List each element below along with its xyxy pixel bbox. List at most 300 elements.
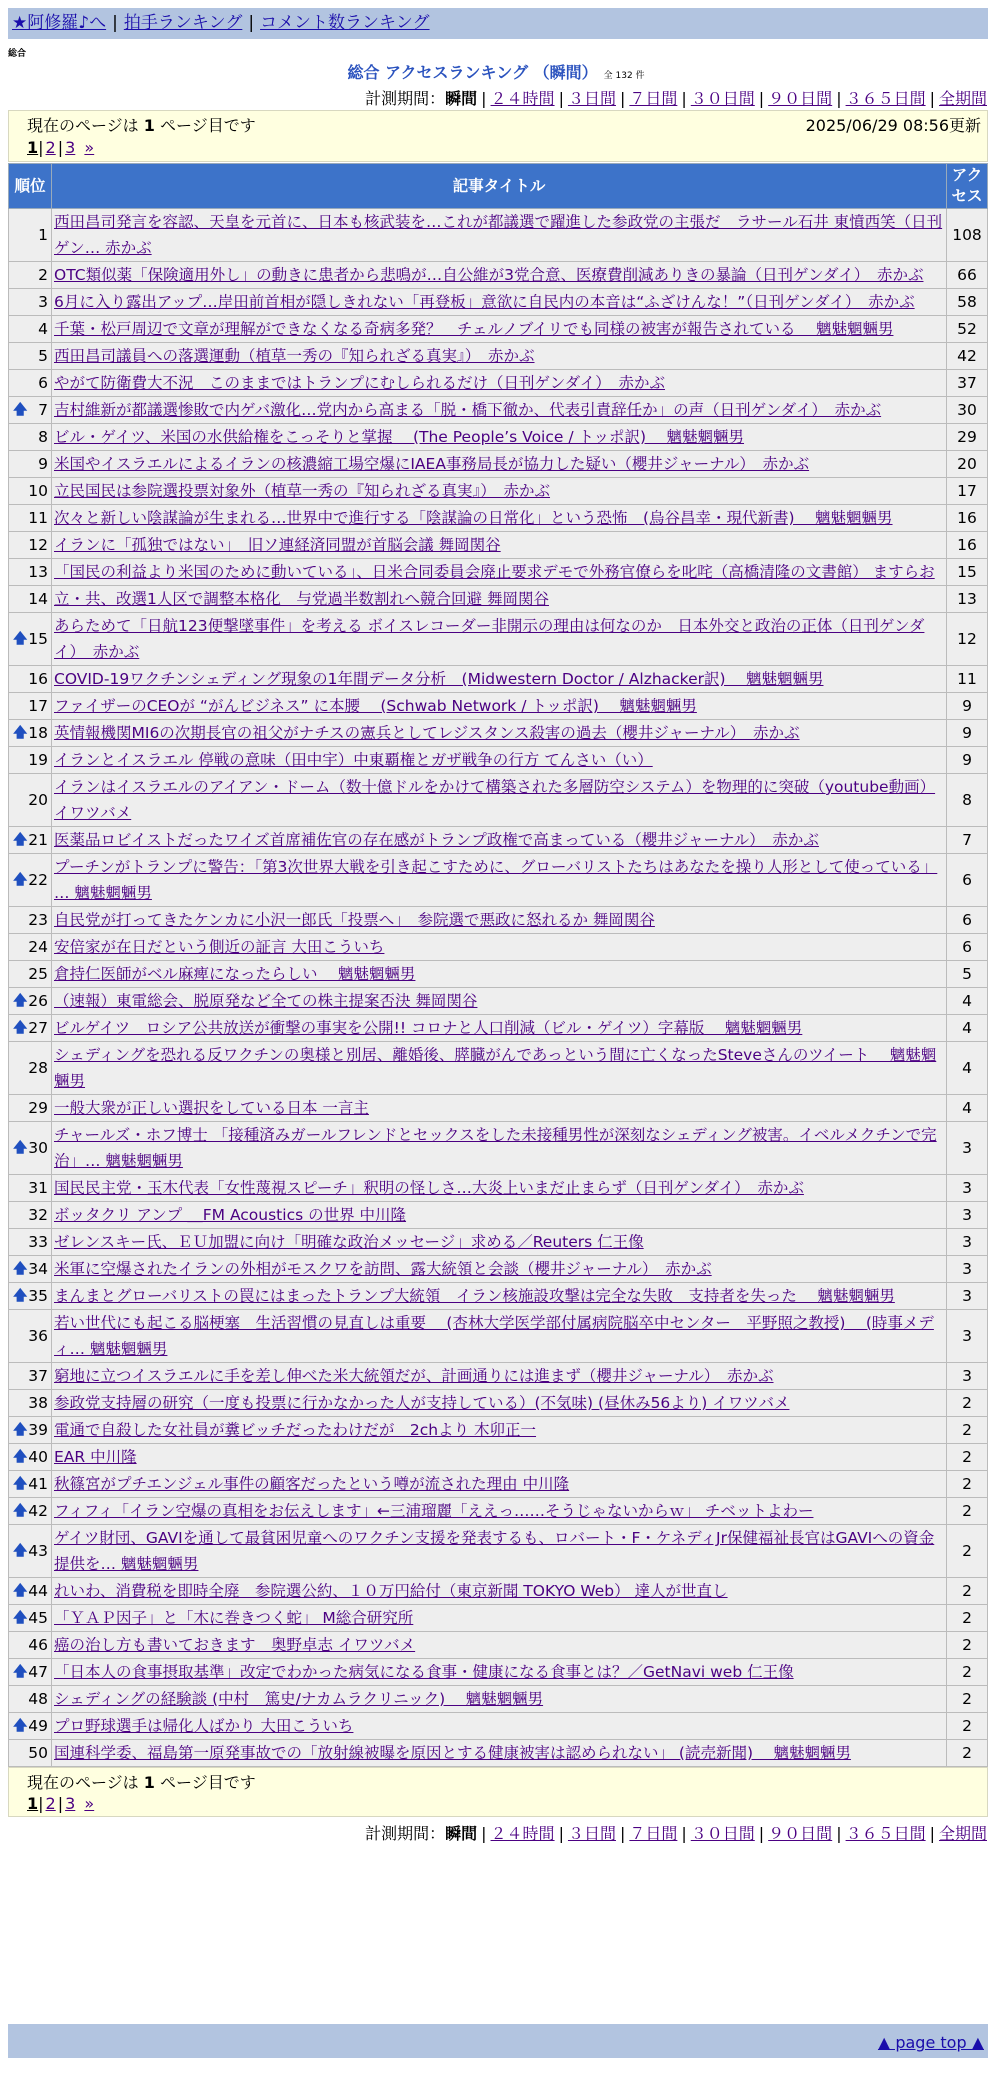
rank-cell [9,988,52,1015]
article-link[interactable]: 電通で自殺した女社員が糞ビッチだったわけだが 2chより 木卯正一 [54,1421,537,1439]
rank-number: 25 [28,965,48,983]
table-row [9,1229,988,1256]
article-link[interactable]: ビル・ゲイツ、米国の水供給権をこっそりと掌握 (The People’s Voice / トッポ訳) 魑魅魍魎男 [54,428,745,446]
rank-number: 34 [28,1260,48,1278]
rank-number: 40 [28,1448,48,1466]
access-count: 3 [947,1310,988,1363]
article-link[interactable]: フィフィ「イラン空爆の真相をお伝えします」←三浦瑠麗「ええっ……そうじゃないからｗ」 チベットよわー [54,1502,814,1520]
title-cell [52,1095,947,1122]
rank-cell [9,343,52,370]
period-link[interactable]: ３０日間 [690,1824,755,1843]
table-row [9,988,988,1015]
article-link[interactable]: シェディングを恐れる反ワクチンの奥様と別居、離婚後、膵臓がんであっという間に亡くなったSteveさんのツイート 魑魅魍魎男 [54,1046,937,1090]
access-count: 3 [947,1202,988,1229]
rank-number: 39 [28,1421,48,1439]
period-link[interactable]: 全期間 [938,1824,987,1843]
rank-up-arrow-icon: 🡅 [13,832,28,848]
period-separator: | [836,89,842,108]
table-row [9,289,988,316]
access-count: 4 [947,1042,988,1095]
home-link[interactable]: ★阿修羅♪へ [12,13,107,33]
rank-cell [9,666,52,693]
table-row [9,370,988,397]
page-link[interactable]: 3 [65,1794,76,1813]
article-link[interactable]: あらためて「日航123便撃墜事件」を考える ボイスレコーダー非開示の理由は何なのか 日本外交と政治の正体（日刊ゲンダイ） 赤かぶ [54,617,925,661]
article-link[interactable]: 若い世代にも起こる脳梗塞 生活習慣の見直しは重要 (杏林大学医学部付属病院脳卒中センター 平野照之教授) (時事メディ… 魑魅魍魎男 [54,1314,934,1358]
title-cell [52,1256,947,1283]
article-link[interactable]: 米軍に空爆されたイランの外相がモスクワを訪問、露大統領と会談（櫻井ジャーナル） 赤かぶ [54,1260,712,1278]
access-count: 8 [947,774,988,827]
rank-cell [9,1471,52,1498]
rank-cell [9,532,52,559]
rank-cell [9,1229,52,1256]
rank-number: 33 [28,1233,48,1251]
table-row [9,586,988,613]
article-link[interactable]: 秋篠宮がプチエンジェル事件の顧客だったという噂が流された理由 中川隆 [54,1475,570,1493]
title-cell [52,720,947,747]
article-link[interactable]: 安倍家が在日だという側近の証言 大田こういち [54,938,385,956]
title-cell [52,1229,947,1256]
article-link[interactable]: 「国民の利益より米国のために動いている」、日米合同委員会廃止要求デモで外務官僚らを叱咤（高橋清隆の文書館） ますらお [54,563,935,581]
article-link[interactable]: イランに「孤独ではない」 旧ソ連経済同盟が首脳会議 舞岡関谷 [54,536,501,554]
rank-up-arrow-icon: 🡅 [13,1664,28,1680]
rank-number: 9 [38,455,48,473]
period-separator: | [681,89,687,108]
rank-number: 3 [38,293,48,311]
title-cell [52,1310,947,1363]
nav-separator: | [112,13,118,33]
article-link[interactable]: 千葉・松戸周辺で文章が理解ができなくなる奇病多発？ チェルノブイリでも同様の被害が報告されている 魑魅魍魎男 [54,320,894,338]
table-row [9,827,988,854]
table-row [9,209,988,262]
article-link[interactable]: 立・共、改選1人区で調整本格化 与党過半数割れへ競合回避 舞岡関谷 [54,590,549,608]
rank-number: 38 [28,1394,48,1412]
clap-ranking-link[interactable]: 拍手ランキング [123,13,243,33]
article-link[interactable]: 「ＹＡＰ因子」と「木に巻きつく蛇」 M総合研究所 [54,1609,414,1627]
period-link[interactable]: ２４時間 [490,1824,555,1843]
article-link[interactable]: 自民党が打ってきたケンカに小沢一郎氏「投票へ」 参院選で悪政に怒れるか 舞岡関谷 [54,911,655,929]
table-row [9,505,988,532]
rank-number: 42 [28,1502,48,1520]
table-row [9,1015,988,1042]
table-row [9,1042,988,1095]
rank-number: 26 [28,992,48,1010]
table-row [9,451,988,478]
rank-up-arrow-icon: 🡅 [13,1288,28,1304]
article-link[interactable]: イランとイスラエル 停戦の意味（田中宇）中東覇権とガザ戦争の行方 てんさい（い） [54,751,653,769]
rank-cell [9,1417,52,1444]
access-count: 7 [947,827,988,854]
article-link[interactable]: COVID-19ワクチンシェディング現象の1年間データ分析 (Midwestern Doctor / Alzhacker訳) 魑魅魍魎男 [54,670,824,688]
article-link[interactable]: 国民民主党・玉木代表「女性蔑視スピーチ」釈明の怪しさ…大炎上いまだ止まらず（日刊ゲンダイ） 赤かぶ [54,1179,804,1197]
rank-cell [9,1363,52,1390]
title-cell [52,1740,947,1767]
access-count: 6 [947,907,988,934]
bottom-bar [8,2024,988,2058]
article-link[interactable]: 窮地に立つイスラエルに手を差し伸べた米大統領だが、計画通りには進まず（櫻井ジャーナル） 赤かぶ [54,1367,774,1385]
rank-cell [9,1713,52,1740]
article-link[interactable]: チャールズ・ホフ博士 「接種済みガールフレンドとセックスをした未接種男性が深刻なシェディング被害。イベルメクチンで完治」… 魑魅魍魎男 [54,1126,937,1170]
access-count: 2 [947,1659,988,1686]
period-separator: | [836,1824,842,1843]
nav-separator: | [248,13,255,33]
title-cell [52,774,947,827]
access-count: 6 [947,854,988,907]
rank-number: 1 [38,226,48,244]
period-link[interactable]: ７日間 [629,1824,678,1843]
table-row [9,1659,988,1686]
category-label: 総合 [8,49,27,59]
access-count: 37 [947,370,988,397]
rank-number: 50 [28,1744,48,1762]
access-count: 2 [947,1686,988,1713]
rank-number: 41 [28,1475,48,1493]
table-row [9,1740,988,1767]
period-separator: | [619,89,626,108]
rank-up-arrow-icon: 🡅 [13,1476,28,1492]
rank-cell [9,1390,52,1417]
table-row [9,1122,988,1175]
rank-cell [9,827,52,854]
period-link[interactable]: ３６５日間 [845,89,926,108]
article-link[interactable]: 「日本人の食事摂取基準」改定でわかった病気になる食事・健康になる食事とは？／GetNavi web 仁王像 [54,1663,794,1681]
title-cell [52,1042,947,1095]
access-count: 2 [947,1740,988,1767]
rank-number: 12 [28,536,48,554]
rank-cell [9,1175,52,1202]
access-count: 4 [947,1095,988,1122]
period-separator: | [929,1824,935,1843]
rank-cell [9,1095,52,1122]
article-link[interactable]: 英情報機関MI6の次期長官の祖父がナチスの憲兵としてレジスタンス殺害の過去（櫻井ジャーナル） 赤かぶ [54,724,800,742]
access-count: 42 [947,343,988,370]
table-row [9,934,988,961]
article-link[interactable]: まんまとグローバリストの罠にはまったトランプ大統領 イラン核施設攻撃は完全な失敗 支持者を失った 魑魅魍魎男 [54,1287,895,1305]
article-link[interactable]: やがて防衛費大不況 このままではトランプにむしられるだけ（日刊ゲンダイ） 赤かぶ [54,374,666,392]
rank-number: 7 [38,401,48,419]
article-link[interactable]: 立民国民は参院選投票対象外（植草一秀の『知られざる真実』） 赤かぶ [54,482,551,500]
rank-number: 19 [28,751,48,769]
rank-up-arrow-icon: 🡅 [13,1718,28,1734]
rank-number: 27 [28,1019,48,1037]
table-row [9,1632,988,1659]
title-cell [52,1390,947,1417]
article-link[interactable]: イランはイスラエルのアイアン・ドーム（数十億ドルをかけて構築された多層防空システム）を物理的に突破（youtube動画）イワツバメ [54,778,936,822]
table-row [9,1578,988,1605]
table-row [9,343,988,370]
rank-number: 29 [28,1099,48,1117]
rank-cell [9,1283,52,1310]
table-row [9,1175,988,1202]
access-count: 20 [947,451,988,478]
title-cell [52,1605,947,1632]
rank-up-arrow-icon: 🡅 [13,402,28,418]
table-row [9,720,988,747]
page-link[interactable]: 2 [45,1794,56,1813]
access-count: 2 [947,1390,988,1417]
access-count: 2 [947,1605,988,1632]
period-label: 計測期間： [365,1824,446,1843]
access-count: 4 [947,1015,988,1042]
title-cell [52,262,947,289]
period-separator: | [558,89,564,108]
pager-bottom [8,1767,988,1817]
table-row [9,1471,988,1498]
rank-number: 6 [38,374,48,392]
article-link[interactable]: 一般大衆が正しい選択をしている日本 一言主 [54,1099,369,1117]
article-link[interactable]: ゲイツ財団、GAVIを通して最貧困児童へのワクチン支援を発表するも、ロバート・F・ケネディJr保健福祉長官はGAVIへの資金提供を… 魑魅魍魎男 [54,1529,935,1573]
access-count: 58 [947,289,988,316]
article-link[interactable]: プロ野球選手は帰化人ばかり 大田こういち [54,1717,354,1735]
rank-number: 5 [38,347,48,365]
rank-cell [9,1659,52,1686]
rank-cell [9,854,52,907]
title-cell [52,1122,947,1175]
title-cell [52,1632,947,1659]
rank-number: 2 [38,266,48,284]
article-link[interactable]: 参政党支持層の研究（一度も投票に行かなかった人が支持している）(不気味) (昼休み56より) イワツバメ [54,1394,790,1412]
access-count: 2 [947,1525,988,1578]
table-row [9,1605,988,1632]
table-row [9,854,988,907]
period-link[interactable]: ９０日間 [768,89,833,108]
article-link[interactable]: 西田昌司議員への落選運動（植草一秀の『知られざる真実』） 赤かぶ [54,347,535,365]
article-link[interactable]: 次々と新しい陰謀論が生まれる…世界中で進行する「陰謀論の日常化」という恐怖 (烏谷昌幸・現代新書) 魑魅魍魎男 [54,509,893,527]
table-row [9,1713,988,1740]
rank-up-arrow-icon: 🡅 [13,993,28,1009]
rank-cell [9,559,52,586]
article-link[interactable]: （速報）東電総会、脱原発など全ての株主提案否決 舞岡関谷 [54,992,478,1010]
article-link[interactable]: 西田昌司発言を容認、天皇を元首に、日本も核武装を…これが都議選で躍進した参政党の主張だ ラサール石井 東憤西笑（日刊ゲン… 赤かぶ [54,213,943,257]
article-link[interactable]: シェディングの経験談 (中村 篤史/ナカムラクリニック) 魑魅魍魎男 [54,1690,544,1708]
rank-up-arrow-icon: 🡅 [13,725,28,741]
period-separator: | [558,1824,564,1843]
rank-up-arrow-icon: 🡅 [13,631,28,647]
page-top-link[interactable]: ▲ page top ▲ [877,2033,984,2052]
access-count: 2 [947,1632,988,1659]
title-cell [52,961,947,988]
pager-top [8,110,988,162]
title-cell [52,316,947,343]
page-link[interactable]: 3 [65,138,76,157]
rank-number: 13 [28,563,48,581]
article-link[interactable]: 米国やイスラエルによるイランの核濃縮工場空爆にIAEA事務局長が協力した疑い（櫻井ジャーナル） 赤かぶ [54,455,810,473]
table-row [9,316,988,343]
title-cell [52,1713,947,1740]
title-cell [52,1525,947,1578]
page-current: 1 [27,138,39,157]
rank-up-arrow-icon: 🡅 [13,1020,28,1036]
article-link[interactable]: ボッタクリ アンプ ＿FM Acoustics の世界 中川隆 [54,1206,407,1224]
period-current: 瞬間 [445,1824,478,1843]
rank-number: 21 [28,831,48,849]
rank-cell [9,613,52,666]
rank-up-arrow-icon: 🡅 [13,1449,28,1465]
rank-up-arrow-icon: 🡅 [13,1503,28,1519]
table-row [9,961,988,988]
page-separator: | [57,138,64,157]
comment-ranking-link[interactable]: コメント数ランキング [260,13,430,33]
rank-cell [9,505,52,532]
rank-number: 45 [28,1609,48,1627]
rank-header: 順位 [9,164,52,209]
access-count: 16 [947,505,988,532]
rank-cell [9,907,52,934]
title-cell [52,907,947,934]
page-title [0,60,992,83]
rank-cell [9,424,52,451]
rank-up-arrow-icon: 🡅 [13,1422,28,1438]
ranking-table [8,163,988,1767]
rank-cell [9,1686,52,1713]
period-link[interactable]: ３６５日間 [845,1824,926,1843]
article-link[interactable]: ビルゲイツ ロシア公共放送が衝撃の事実を公開!! コロナと人口削減（ビル・ゲイツ）字幕版 魑魅魍魎男 [54,1019,803,1037]
title-cell [52,666,947,693]
title-cell [52,693,947,720]
article-link[interactable]: ファイザーのCEOが “がんビジネス” に本腰 (Schwab Network / トッポ訳) 魑魅魍魎男 [54,697,697,715]
article-link[interactable]: 吉村維新が都議選惨敗で内ゲバ激化…党内から高まる「脱・橋下徹か、代表引責辞任か」の声（日刊ゲンダイ） 赤かぶ [54,401,882,419]
current-page-text: 現在のページは 1 ページ目です [27,1773,256,1792]
rank-cell [9,961,52,988]
table-row [9,559,988,586]
article-link[interactable]: 癌の治し方も書いておきます 奥野卓志 イワツバメ [54,1636,416,1654]
access-count: 13 [947,586,988,613]
title-cell [52,1498,947,1525]
period-selector-top [365,86,987,109]
article-link[interactable]: OTC類似薬「保険適用外し」の動きに患者から悲鳴が…自公維が3党合意、医療費削減ありきの暴論（日刊ゲンダイ） 赤かぶ [54,266,924,284]
rank-number: 43 [28,1542,48,1560]
table-row [9,1390,988,1417]
table-row [9,907,988,934]
article-link[interactable]: EAR 中川隆 [54,1448,137,1466]
page-title-text: 総合 アクセスランキング （瞬間） [347,63,598,82]
title-cell [52,1417,947,1444]
page-link[interactable]: 2 [45,138,56,157]
table-row [9,1417,988,1444]
total-count: 全 132 件 [603,71,645,81]
rank-number: 4 [38,320,48,338]
access-count: 9 [947,747,988,774]
rank-cell [9,747,52,774]
table-row [9,747,988,774]
rank-cell [9,1444,52,1471]
period-link[interactable]: ３日間 [567,1824,616,1843]
table-row [9,424,988,451]
access-count: 2 [947,1444,988,1471]
article-link[interactable]: 倉持仁医師がベル麻痺になったらしい 魑魅魍魎男 [54,965,416,983]
period-separator: | [681,1824,687,1843]
rank-cell [9,720,52,747]
rank-number: 32 [28,1206,48,1224]
title-cell [52,397,947,424]
access-count: 2 [947,1578,988,1605]
rank-number: 18 [28,724,48,742]
page-links [27,1794,96,1813]
access-count: 2 [947,1498,988,1525]
rank-cell [9,1578,52,1605]
rank-cell [9,1256,52,1283]
rank-cell [9,397,52,424]
table-row [9,1525,988,1578]
article-link[interactable]: 国連科学委、福島第一原発事故での「放射線被曝を原因とする健康被害は認められない」 (読売新聞) 魑魅魍魎男 [54,1744,851,1762]
period-link[interactable]: 全期間 [938,89,987,108]
title-cell [52,854,947,907]
article-link[interactable]: 医薬品ロビイストだったワイズ首席補佐官の存在感がトランプ政権で高まっている（櫻井ジャーナル） 赤かぶ [54,831,819,849]
title-cell [52,1686,947,1713]
table-row [9,1202,988,1229]
page-link[interactable]: » [84,1794,95,1813]
title-cell [52,1175,947,1202]
period-link[interactable]: ３日間 [567,89,616,108]
period-selector-bottom [365,1821,987,1844]
period-separator: | [481,1824,487,1843]
rank-cell [9,774,52,827]
title-cell [52,1578,947,1605]
title-cell [52,209,947,262]
top-nav-bar [8,8,988,39]
page-separator: | [38,1794,44,1813]
rank-number: 47 [28,1663,48,1681]
article-link[interactable]: れいわ、消費税を即時全廃 参院選公約、１０万円給付（東京新聞 TOKYO Web） 達人が世直し [54,1582,728,1600]
period-link[interactable]: ３０日間 [690,89,755,108]
article-link[interactable]: 6月に入り露出アップ…岸田前首相が隠しきれない「再登板」意欲に自民内の本音は“ふざけんな！”（日刊ゲンダイ） 赤かぶ [54,293,915,311]
page-separator: | [57,1794,64,1813]
title-cell [52,289,947,316]
rank-cell [9,1525,52,1578]
rank-up-arrow-icon: 🡅 [13,872,28,888]
title-cell [52,747,947,774]
rank-cell [9,1310,52,1363]
rank-number: 15 [28,630,48,648]
page-link[interactable]: » [84,138,95,157]
rank-number: 22 [28,871,48,889]
title-cell [52,343,947,370]
article-link[interactable]: プーチンがトランプに警告：「第3次世界大戦を引き起こすために、グローバリストたちはあなたを操り人形として使っている」 … 魑魅魍魎男 [54,858,938,902]
table-row [9,1256,988,1283]
title-header: 記事タイトル [52,164,947,209]
title-cell [52,478,947,505]
period-link[interactable]: ７日間 [629,89,678,108]
page-links [27,138,96,157]
rank-cell [9,1605,52,1632]
access-count: 52 [947,316,988,343]
rank-cell [9,370,52,397]
title-cell [52,586,947,613]
title-cell [52,827,947,854]
rank-cell [9,934,52,961]
access-count: 16 [947,532,988,559]
rank-number: 23 [28,911,48,929]
title-cell [52,1202,947,1229]
title-cell [52,1363,947,1390]
rank-number: 46 [28,1636,48,1654]
rank-cell [9,289,52,316]
article-link[interactable]: ゼレンスキー氏、ＥＵ加盟に向け「明確な政治メッセージ」求める／Reuters 仁王像 [54,1233,644,1251]
period-link[interactable]: ９０日間 [768,1824,833,1843]
rank-number: 30 [28,1139,48,1157]
rank-number: 20 [28,791,48,809]
title-cell [52,532,947,559]
rank-cell [9,478,52,505]
rank-cell [9,586,52,613]
access-count: 5 [947,961,988,988]
table-row [9,693,988,720]
access-count: 3 [947,1229,988,1256]
table-row [9,774,988,827]
table-row [9,262,988,289]
rank-number: 10 [28,482,48,500]
period-link[interactable]: ２４時間 [490,89,555,108]
